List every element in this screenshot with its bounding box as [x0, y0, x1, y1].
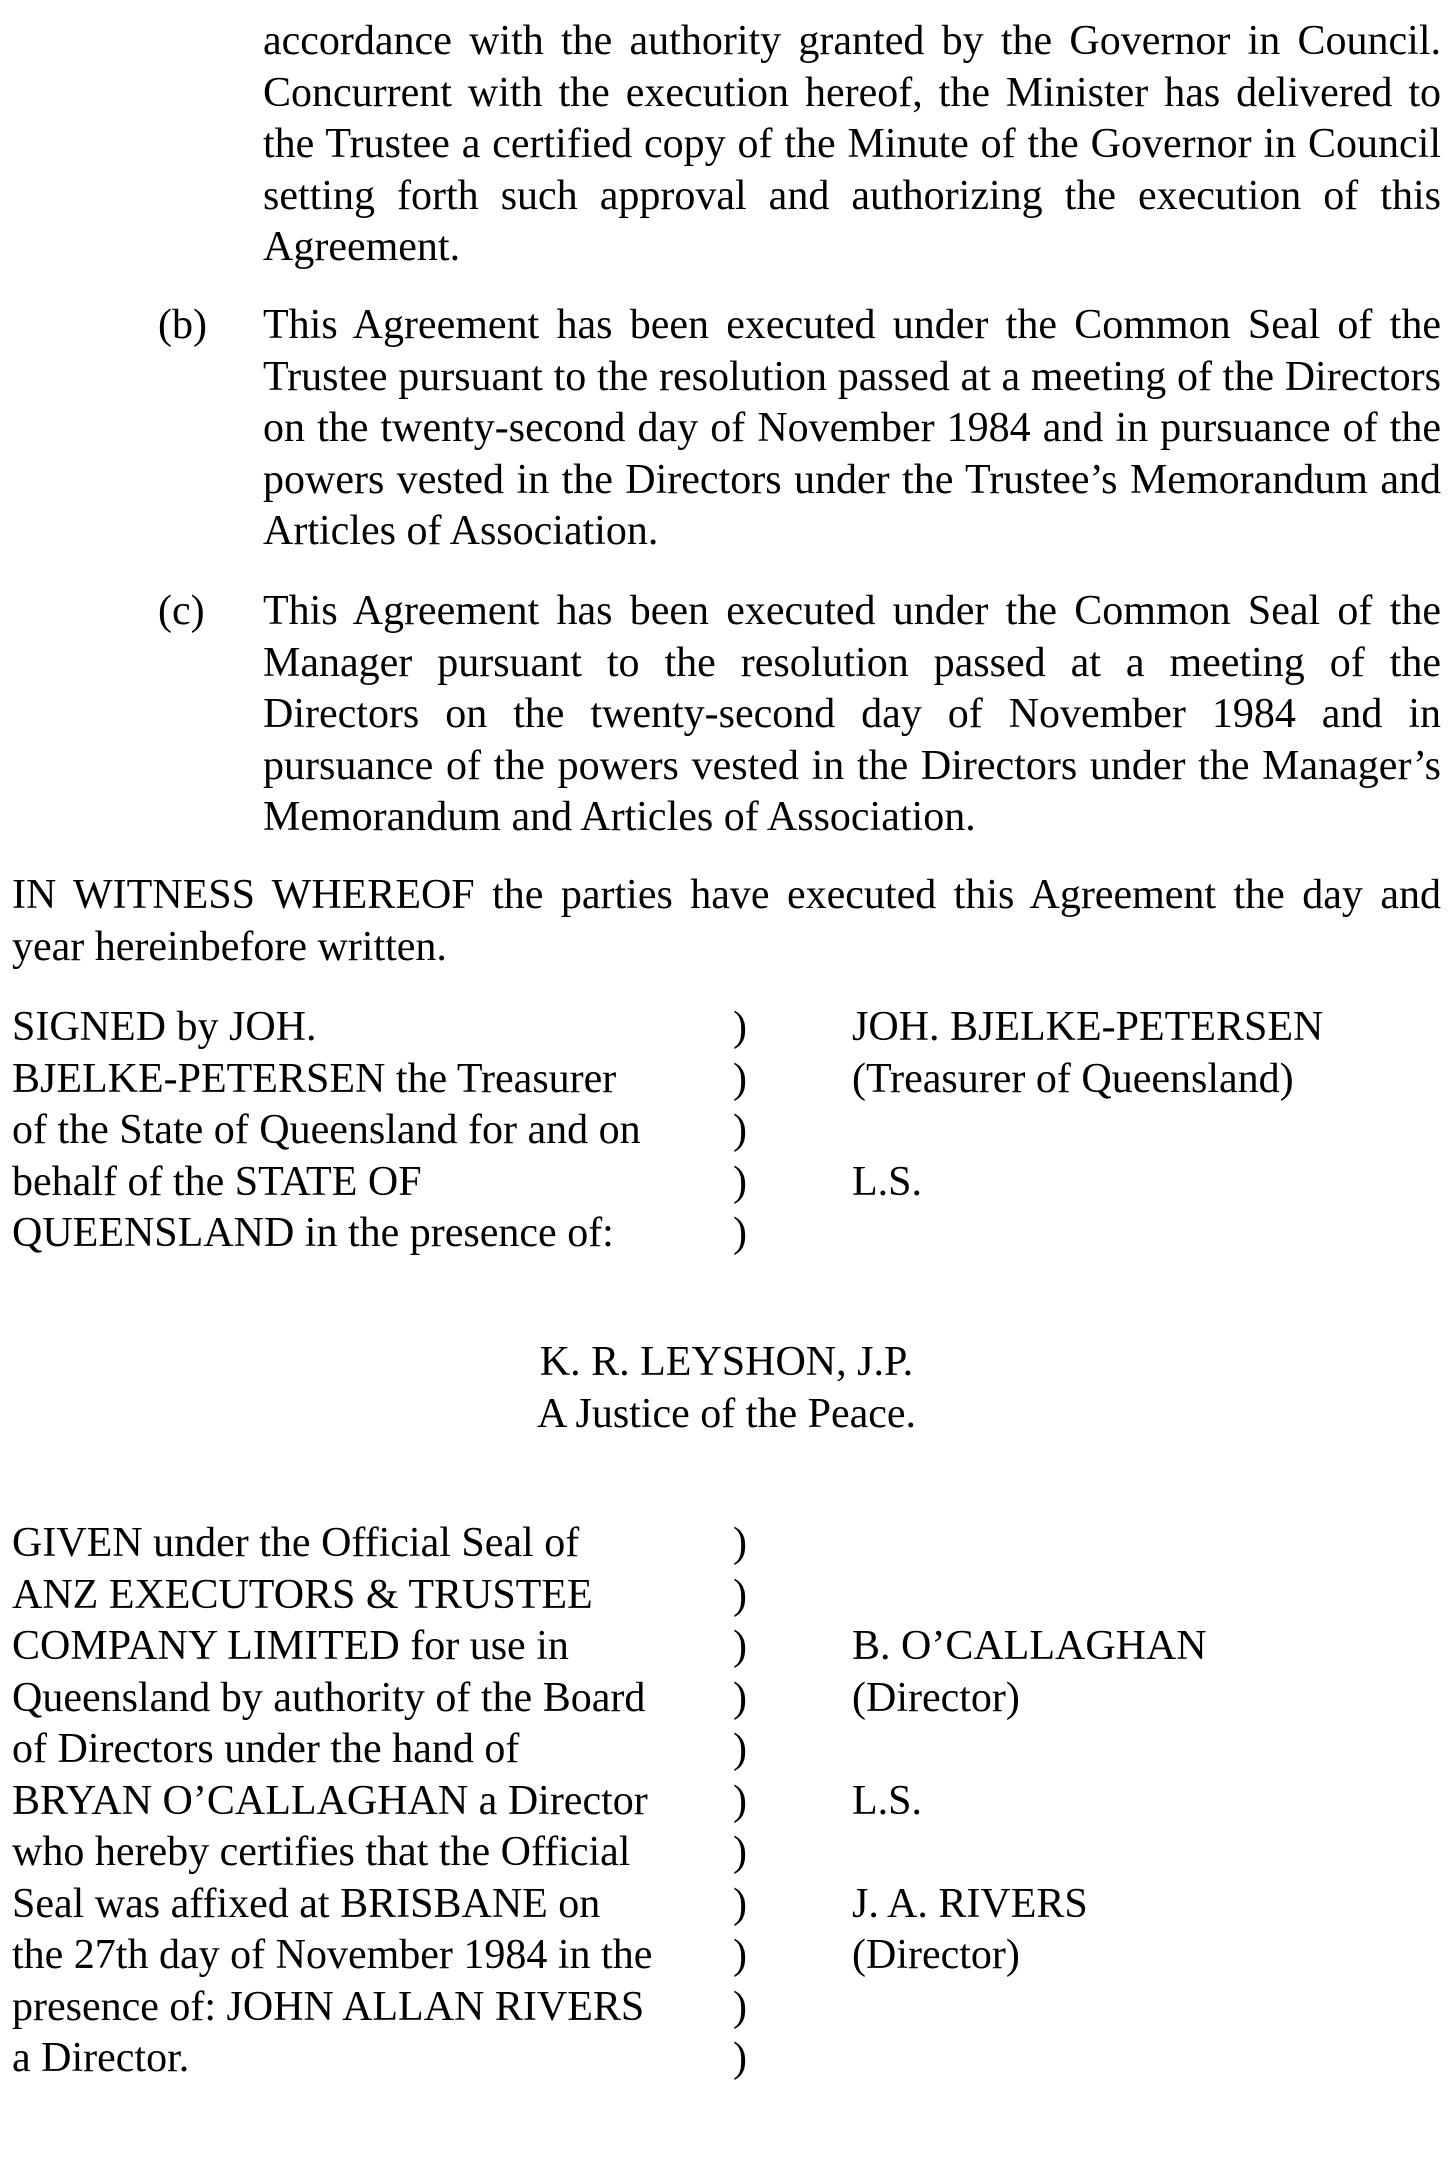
signature-left-text: presence of: JOHN ALLAN RIVERS: [12, 1983, 645, 2030]
signature-row: [12, 1518, 1441, 1570]
signature-row: [12, 1673, 1441, 1725]
signature-row: [12, 1621, 1441, 1673]
signature-row: [12, 1054, 1441, 1106]
signature-row: [12, 1724, 1441, 1776]
signature-left-text: ANZ EXECUTORS & TRUSTEE: [12, 1571, 593, 1618]
signature-right-text: (Director): [852, 1932, 1020, 1978]
signature-left-text: BRYAN O’CALLAGHAN a Director: [12, 1777, 648, 1824]
signature-left-text: QUEENSLAND in the presence of:: [12, 1210, 614, 1256]
clause-letter: (b): [158, 302, 207, 348]
signature-row: [12, 2033, 1441, 2085]
signature-bracket: ): [733, 1158, 747, 1205]
signature-bracket: ): [733, 1571, 747, 1618]
signature-row: [12, 1105, 1441, 1157]
signature-bracket: ): [733, 1829, 747, 1875]
signature-bracket: ): [733, 1055, 747, 1102]
signature-row: [12, 1879, 1441, 1931]
signature-left-text: COMPANY LIMITED for use in: [12, 1623, 569, 1669]
signature-left-text: SIGNED by JOH.: [12, 1004, 317, 1050]
signature-bracket: ): [733, 1726, 747, 1772]
signature-right-text: JOH. BJELKE-PETERSEN: [852, 1004, 1324, 1050]
signature-block-trustee: [12, 1518, 1441, 2085]
signature-left-text: GIVEN under the Official Seal of: [12, 1520, 580, 1566]
justice-of-peace-block: [0, 1337, 1453, 1440]
signature-row: [12, 1827, 1441, 1879]
signature-row: [12, 1982, 1441, 2034]
signature-row: [12, 1570, 1441, 1622]
clause-letter: (c): [158, 588, 205, 634]
signature-bracket: ): [733, 2035, 747, 2081]
signature-right-text: (Treasurer of Queensland): [852, 1055, 1294, 1102]
signature-row: [12, 1157, 1441, 1209]
signature-right-text: L.S.: [852, 1158, 923, 1205]
witness-clause: IN WITNESS WHEREOF the parties have executed this Agreement the day and year hereinbefore written.: [12, 872, 1441, 970]
signature-row: [12, 1776, 1441, 1828]
signature-left-text: a Director.: [12, 2035, 190, 2081]
clause-text: This Agreement has been executed under the Common Seal of the Manager pursuant to the resolution passed at a meeting of the Directors on the twenty-second day of November 1984 and in pursuance of the powers vested in the Directors under the Manager’s Memorandum and Articles of Association.: [263, 588, 1441, 840]
signature-right-text: J. A. RIVERS: [852, 1880, 1088, 1927]
justice-title: A Justice of the Peace.: [536, 1390, 917, 1437]
signature-block-state: [12, 1002, 1441, 1260]
signature-left-text: who hereby certifies that the Official: [12, 1829, 631, 1875]
signature-bracket: ): [733, 1932, 747, 1978]
signature-left-text: of Directors under the hand of: [12, 1726, 520, 1772]
signature-bracket: ): [733, 1107, 747, 1153]
signature-left-text: behalf of the STATE OF: [12, 1158, 422, 1205]
signature-left-text: Queensland by authority of the Board: [12, 1674, 646, 1721]
signature-bracket: ): [733, 1210, 747, 1256]
clause-c: [158, 586, 1441, 844]
signature-bracket: ): [733, 1623, 747, 1669]
signature-left-text: of the State of Queensland for and on: [12, 1107, 641, 1153]
clause-b: [158, 300, 1441, 558]
signature-right-text: (Director): [852, 1674, 1020, 1721]
signature-left-text: BJELKE-PETERSEN the Treasurer: [12, 1055, 617, 1102]
signature-right-text: L.S.: [852, 1777, 923, 1824]
signature-bracket: ): [733, 1983, 747, 2030]
signature-row: [12, 1930, 1441, 1982]
signature-left-text: Seal was affixed at BRISBANE on: [12, 1880, 601, 1927]
signature-bracket: ): [733, 1880, 747, 1927]
signature-bracket: ): [733, 1777, 747, 1824]
signature-row: [12, 1002, 1441, 1054]
signature-row: [12, 1208, 1441, 1260]
signature-bracket: ): [733, 1004, 747, 1050]
signature-left-text: the 27th day of November 1984 in the: [12, 1932, 653, 1978]
intro-paragraph: accordance with the authority granted by the Governor in Council. Concurrent with the execution hereof, the Minister has delivered to the Trustee a certified copy of the Minute of the Governor in Council setting forth such approval and authorizing the execution of this Agreement.: [263, 18, 1441, 270]
signature-bracket: ): [733, 1520, 747, 1566]
signature-bracket: ): [733, 1674, 747, 1721]
signature-right-text: B. O’CALLAGHAN: [852, 1623, 1207, 1669]
clause-text: This Agreement has been executed under the Common Seal of the Trustee pursuant to the resolution passed at a meeting of the Directors on the twenty-second day of November 1984 and in pursuance of the powers vested in the Directors under the Trustee’s Memorandum and Articles of Association.: [263, 302, 1441, 554]
justice-name: K. R. LEYSHON, J.P.: [539, 1339, 914, 1385]
